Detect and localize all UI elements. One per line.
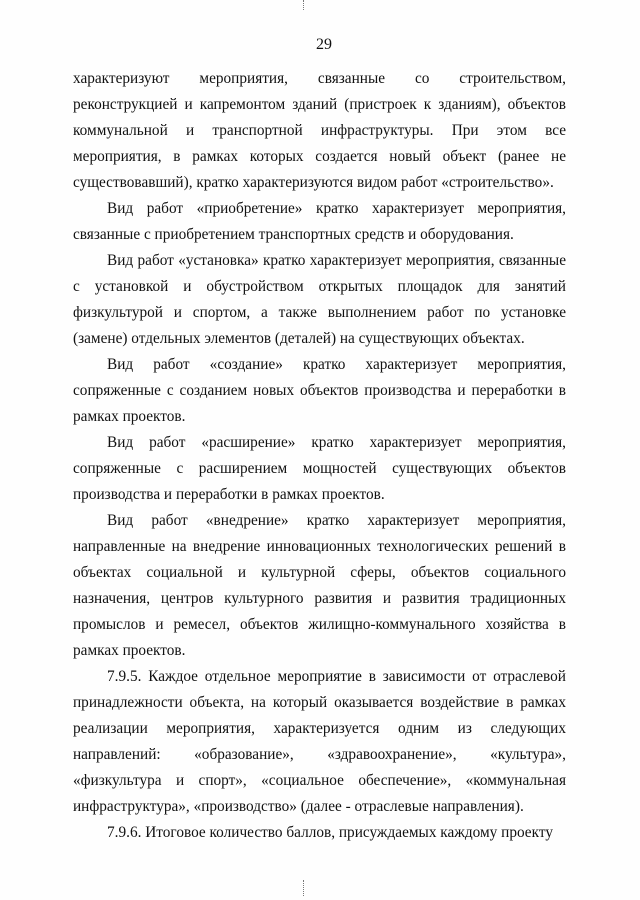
paragraph-implementation: Вид работ «внедрение» кратко характеризует мероприятия, направленные на внедрение инновационных технологических решений в объектах социальной и культурной сферы, объектов социального назначения, центров культурного развития и развития традиционных промыслов и ремесел, объектов жилищно-коммунального хозяйства в рамках проектов.	[73, 512, 566, 659]
paragraph-7-9-6: 7.9.6. Итоговое количество баллов, присуждаемых каждому проекту	[107, 824, 553, 841]
scan-artifact-top	[303, 0, 305, 10]
scan-artifact-bottom	[303, 880, 305, 896]
paragraph-purchase: Вид работ «приобретение» кратко характеризует мероприятия, связанные с приобретением транспортных средств и оборудования.	[73, 200, 566, 243]
paragraph-7-9-5: 7.9.5. Каждое отдельное мероприятие в зависимости от отраслевой принадлежности объекта, на который оказывается воздействие в рамках реализации мероприятия, характеризуется одним из следующих направлений: «образование», «здравоохранение», «культура», «физкультура и спорт», «социальное обеспечение», «коммунальная инфраструктура», «производство» (далее - отраслевые направления).	[73, 668, 566, 815]
body-text	[73, 66, 566, 846]
paragraph-expansion: Вид работ «расширение» кратко характеризует мероприятия, сопряженные с расширением мощностей существующих объектов производства и переработки в рамках проектов.	[73, 434, 566, 503]
paragraph-installation: Вид работ «установка» кратко характеризует мероприятия, связанные с установкой и обустройством открытых площадок для занятий физкультурой и спортом, а также выполнением работ по установке (замене) отдельных элементов (деталей) на существующих объектах.	[73, 252, 566, 347]
paragraph-continued: характеризуют мероприятия, связанные со строительством, реконструкцией и капремонтом зданий (пристроек к зданиям), объектов коммунальной и транспортной инфраструктуры. При этом все мероприятия, в рамках которых создается новый объект (ранее не существовавший), кратко характеризуются видом работ «строительство».	[73, 70, 566, 191]
paragraph-creation: Вид работ «создание» кратко характеризует мероприятия, сопряженные с созданием новых объектов производства и переработки в рамках проектов.	[73, 356, 566, 425]
page-number: 29	[316, 36, 332, 53]
